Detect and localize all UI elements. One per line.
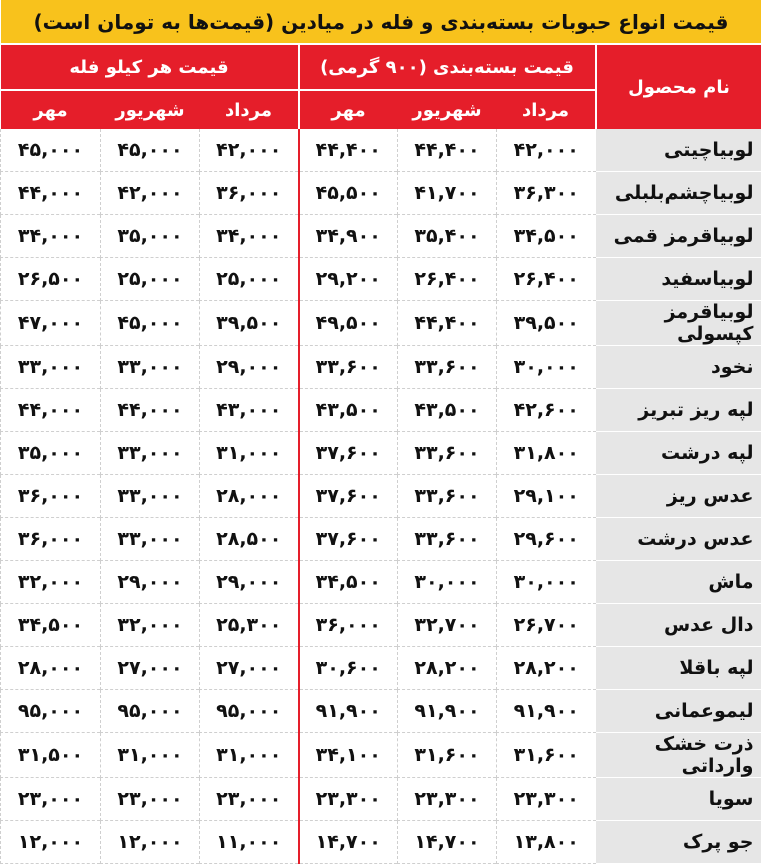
packaged-price-cell: ۳۳,۶۰۰: [398, 518, 497, 561]
table-row: [1, 346, 761, 389]
bulk-price-cell: ۹۵,۰۰۰: [200, 690, 299, 733]
packaged-price-cell: ۲۹,۱۰۰: [497, 475, 596, 518]
product-name: لیموعمانی: [596, 690, 761, 733]
bulk-price-cell: ۴۲,۰۰۰: [200, 129, 299, 172]
packaged-price-cell: ۹۱,۹۰۰: [497, 690, 596, 733]
packaged-price-cell: ۳۱,۶۰۰: [398, 733, 497, 778]
bulk-price-cell: ۳۵,۰۰۰: [1, 432, 101, 475]
packaged-price-cell: ۳۲,۷۰۰: [398, 604, 497, 647]
bulk-price-cell: ۴۴,۰۰۰: [1, 389, 101, 432]
product-name: لپه درشت: [596, 432, 761, 475]
packaged-price-cell: ۳۳,۶۰۰: [299, 346, 398, 389]
table-row: [1, 733, 761, 778]
packaged-price-cell: ۹۱,۹۰۰: [398, 690, 497, 733]
packaged-price-cell: ۳۳,۶۰۰: [398, 432, 497, 475]
bulk-price-cell: ۲۷,۰۰۰: [101, 647, 200, 690]
bulk-price-cell: ۳۳,۰۰۰: [101, 518, 200, 561]
bulk-price-cell: ۴۵,۰۰۰: [101, 129, 200, 172]
table-body: [1, 129, 761, 864]
bulk-price-cell: ۴۷,۰۰۰: [1, 301, 101, 346]
packaged-price-cell: ۴۴,۴۰۰: [398, 301, 497, 346]
packaged-price-cell: ۴۹,۵۰۰: [299, 301, 398, 346]
month-header-bulk-mordad: مرداد: [200, 90, 299, 129]
product-name: عدس درشت: [596, 518, 761, 561]
bulk-price-cell: ۴۴,۰۰۰: [1, 172, 101, 215]
bulk-price-cell: ۳۱,۰۰۰: [200, 733, 299, 778]
table-row: [1, 432, 761, 475]
packaged-price-cell: ۲۶,۷۰۰: [497, 604, 596, 647]
product-name: نخود: [596, 346, 761, 389]
product-name: لوبیاچیتی: [596, 129, 761, 172]
bulk-price-cell: ۴۲,۰۰۰: [101, 172, 200, 215]
product-name: لوبیاقرمز کپسولی: [596, 301, 761, 346]
bulk-price-cell: ۹۵,۰۰۰: [101, 690, 200, 733]
bulk-price-cell: ۲۵,۰۰۰: [101, 258, 200, 301]
bulk-price-cell: ۳۳,۰۰۰: [101, 432, 200, 475]
bulk-price-cell: ۳۱,۰۰۰: [101, 733, 200, 778]
product-name: سویا: [596, 778, 761, 821]
table-row: [1, 129, 761, 172]
packaged-price-cell: ۲۳,۳۰۰: [299, 778, 398, 821]
packaged-price-cell: ۳۴,۵۰۰: [299, 561, 398, 604]
month-header-bulk-mehr: مهر: [1, 90, 101, 129]
bulk-price-cell: ۴۵,۰۰۰: [1, 129, 101, 172]
packaged-price-cell: ۲۹,۶۰۰: [497, 518, 596, 561]
table-title: قیمت انواع حبوبات بسته‌بندی و فله در میادین (قیمت‌ها به تومان است): [1, 0, 761, 44]
table-row: [1, 215, 761, 258]
packaged-price-cell: ۳۵,۴۰۰: [398, 215, 497, 258]
product-name: لوبیاسفید: [596, 258, 761, 301]
packaged-price-cell: ۴۴,۴۰۰: [398, 129, 497, 172]
product-name: ماش: [596, 561, 761, 604]
product-name: جو پرک: [596, 821, 761, 864]
packaged-price-cell: ۳۹,۵۰۰: [497, 301, 596, 346]
bulk-price-cell: ۲۶,۵۰۰: [1, 258, 101, 301]
packaged-price-cell: ۲۸,۲۰۰: [398, 647, 497, 690]
packaged-price-cell: ۴۱,۷۰۰: [398, 172, 497, 215]
bulk-price-cell: ۱۲,۰۰۰: [101, 821, 200, 864]
product-name: عدس ریز: [596, 475, 761, 518]
bulk-price-cell: ۳۴,۰۰۰: [200, 215, 299, 258]
bulk-price-header: قیمت هر کیلو فله: [1, 44, 299, 90]
table-row: [1, 604, 761, 647]
bulk-price-cell: ۲۳,۰۰۰: [200, 778, 299, 821]
month-header-bulk-shahrivar: شهریور: [101, 90, 200, 129]
bulk-price-cell: ۲۸,۰۰۰: [1, 647, 101, 690]
packaged-price-cell: ۳۶,۳۰۰: [497, 172, 596, 215]
packaged-price-header: قیمت بسته‌بندی (۹۰۰ گرمی): [299, 44, 596, 90]
bulk-price-cell: ۲۹,۰۰۰: [101, 561, 200, 604]
packaged-price-cell: ۱۴,۷۰۰: [299, 821, 398, 864]
bulk-price-cell: ۲۸,۰۰۰: [200, 475, 299, 518]
bulk-price-cell: ۲۸,۵۰۰: [200, 518, 299, 561]
bulk-price-cell: ۳۴,۵۰۰: [1, 604, 101, 647]
bulk-price-cell: ۳۱,۵۰۰: [1, 733, 101, 778]
bulk-price-cell: ۹۵,۰۰۰: [1, 690, 101, 733]
packaged-price-cell: ۳۴,۹۰۰: [299, 215, 398, 258]
month-header-packaged-mordad: مرداد: [497, 90, 596, 129]
table-row: [1, 518, 761, 561]
bulk-price-cell: ۳۲,۰۰۰: [101, 604, 200, 647]
packaged-price-cell: ۴۳,۵۰۰: [398, 389, 497, 432]
product-name: لپه باقلا: [596, 647, 761, 690]
packaged-price-cell: ۳۱,۶۰۰: [497, 733, 596, 778]
bulk-price-cell: ۳۴,۰۰۰: [1, 215, 101, 258]
packaged-price-cell: ۲۹,۲۰۰: [299, 258, 398, 301]
bulk-price-cell: ۲۳,۰۰۰: [101, 778, 200, 821]
bulk-price-cell: ۴۳,۰۰۰: [200, 389, 299, 432]
bulk-price-cell: ۱۲,۰۰۰: [1, 821, 101, 864]
table-row: [1, 647, 761, 690]
bulk-price-cell: ۳۳,۰۰۰: [1, 346, 101, 389]
packaged-price-cell: ۳۱,۸۰۰: [497, 432, 596, 475]
packaged-price-cell: ۳۰,۶۰۰: [299, 647, 398, 690]
bulk-price-cell: ۳۹,۵۰۰: [200, 301, 299, 346]
product-name: لپه ریز تبریز: [596, 389, 761, 432]
packaged-price-cell: ۴۲,۰۰۰: [497, 129, 596, 172]
product-name: دال عدس: [596, 604, 761, 647]
packaged-price-cell: ۲۸,۲۰۰: [497, 647, 596, 690]
packaged-price-cell: ۳۷,۶۰۰: [299, 518, 398, 561]
packaged-price-cell: ۹۱,۹۰۰: [299, 690, 398, 733]
packaged-price-cell: ۴۵,۵۰۰: [299, 172, 398, 215]
month-header-packaged-mehr: مهر: [299, 90, 398, 129]
product-name-header: نام محصول: [596, 44, 761, 129]
packaged-price-cell: ۳۳,۶۰۰: [398, 475, 497, 518]
product-name: لوبیاقرمز قمی: [596, 215, 761, 258]
bulk-price-cell: ۳۶,۰۰۰: [1, 475, 101, 518]
bulk-price-cell: ۴۴,۰۰۰: [101, 389, 200, 432]
packaged-price-cell: ۲۳,۳۰۰: [398, 778, 497, 821]
packaged-price-cell: ۳۶,۰۰۰: [299, 604, 398, 647]
bulk-price-cell: ۳۳,۰۰۰: [101, 475, 200, 518]
bulk-price-cell: ۱۱,۰۰۰: [200, 821, 299, 864]
packaged-price-cell: ۲۳,۳۰۰: [497, 778, 596, 821]
product-name: لوبیاچشم‌بلبلی: [596, 172, 761, 215]
product-name: ذرت خشک وارداتی: [596, 733, 761, 778]
bulk-price-cell: ۲۵,۳۰۰: [200, 604, 299, 647]
table-header: [1, 0, 761, 129]
table-row: [1, 561, 761, 604]
bulk-price-cell: ۳۳,۰۰۰: [101, 346, 200, 389]
bulk-price-cell: ۲۳,۰۰۰: [1, 778, 101, 821]
packaged-price-cell: ۳۳,۶۰۰: [398, 346, 497, 389]
packaged-price-cell: ۱۴,۷۰۰: [398, 821, 497, 864]
packaged-price-cell: ۳۴,۵۰۰: [497, 215, 596, 258]
bulk-price-cell: ۲۹,۰۰۰: [200, 346, 299, 389]
table-row: [1, 778, 761, 821]
packaged-price-cell: ۳۰,۰۰۰: [497, 561, 596, 604]
packaged-price-cell: ۲۶,۴۰۰: [497, 258, 596, 301]
bulk-price-cell: ۳۲,۰۰۰: [1, 561, 101, 604]
bulk-price-cell: ۲۷,۰۰۰: [200, 647, 299, 690]
table-row: [1, 821, 761, 864]
packaged-price-cell: ۴۴,۴۰۰: [299, 129, 398, 172]
packaged-price-cell: ۱۳,۸۰۰: [497, 821, 596, 864]
bulk-price-cell: ۳۶,۰۰۰: [1, 518, 101, 561]
bulk-price-cell: ۳۱,۰۰۰: [200, 432, 299, 475]
table-row: [1, 389, 761, 432]
packaged-price-cell: ۳۷,۶۰۰: [299, 432, 398, 475]
bulk-price-cell: ۲۵,۰۰۰: [200, 258, 299, 301]
table-row: [1, 172, 761, 215]
packaged-price-cell: ۲۶,۴۰۰: [398, 258, 497, 301]
bulk-price-cell: ۴۵,۰۰۰: [101, 301, 200, 346]
bulk-price-cell: ۲۹,۰۰۰: [200, 561, 299, 604]
table-row: [1, 258, 761, 301]
month-header-packaged-shahrivar: شهریور: [398, 90, 497, 129]
table-row: [1, 690, 761, 733]
bulk-price-cell: ۳۵,۰۰۰: [101, 215, 200, 258]
table-row: [1, 475, 761, 518]
packaged-price-cell: ۴۳,۵۰۰: [299, 389, 398, 432]
packaged-price-cell: ۳۷,۶۰۰: [299, 475, 398, 518]
packaged-price-cell: ۳۰,۰۰۰: [398, 561, 497, 604]
packaged-price-cell: ۳۰,۰۰۰: [497, 346, 596, 389]
bulk-price-cell: ۳۶,۰۰۰: [200, 172, 299, 215]
table-row: [1, 301, 761, 346]
packaged-price-cell: ۴۲,۶۰۰: [497, 389, 596, 432]
packaged-price-cell: ۳۴,۱۰۰: [299, 733, 398, 778]
